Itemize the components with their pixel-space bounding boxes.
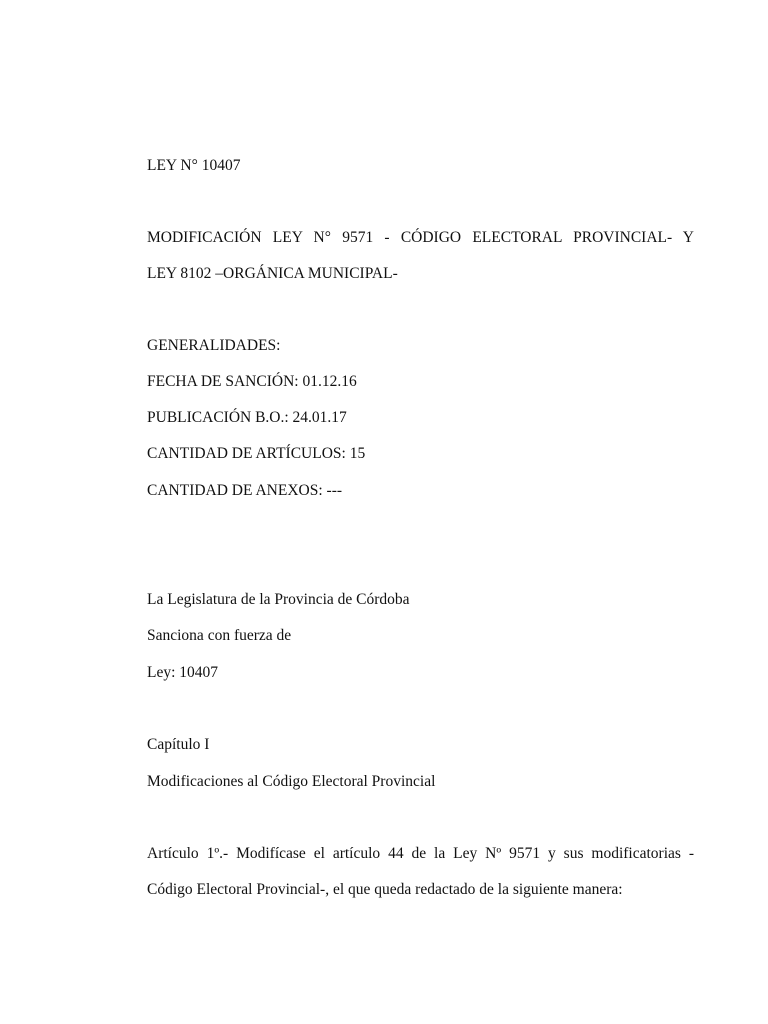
publication-date: PUBLICACIÓN B.O.: 24.01.17 [147, 409, 347, 426]
law-line: Ley: 10407 [147, 664, 219, 681]
legislature-line: La Legislatura de la Provincia de Córdoba [147, 591, 410, 608]
chapter-number: Capítulo I [147, 736, 210, 753]
law-number: LEY N° 10407 [147, 157, 241, 174]
sanctions-line: Sanciona con fuerza de [147, 627, 292, 644]
annexes-count: CANTIDAD DE ANEXOS: --- [147, 482, 343, 499]
articles-count: CANTIDAD DE ARTÍCULOS: 15 [147, 445, 366, 462]
generalities-heading: GENERALIDADES: [147, 337, 281, 354]
article-1-line-1: Artículo 1º.- Modifícase el artículo 44 de la Ley Nº 9571 y sus modificatorias - [147, 845, 694, 862]
sanction-date: FECHA DE SANCIÓN: 01.12.16 [147, 373, 357, 390]
law-title-line-1: MODIFICACIÓN LEY N° 9571 - CÓDIGO ELECTORAL PROVINCIAL- Y [147, 229, 694, 246]
article-1-line-2: Código Electoral Provincial-, el que queda redactado de la siguiente manera: [147, 881, 623, 898]
law-title-line-2: LEY 8102 –ORGÁNICA MUNICIPAL- [147, 265, 398, 282]
chapter-title: Modificaciones al Código Electoral Provincial [147, 773, 436, 790]
